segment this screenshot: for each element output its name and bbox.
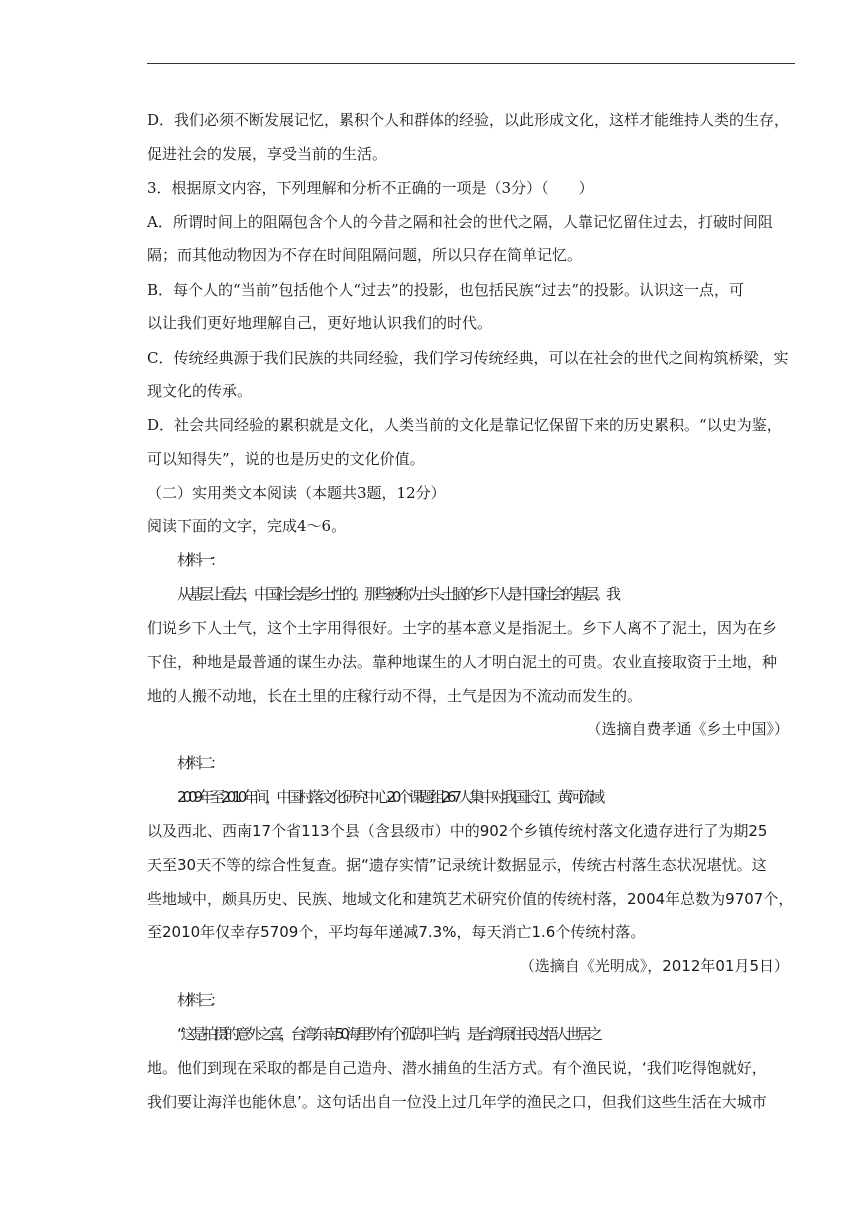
material3-line: “这是拍摄的意外之喜，台湾东南50海里外有个孤岛叫兰屿，是台湾原住民达悟人世居之 — [177, 1025, 599, 1043]
material2-line: 至2010年仅幸存5709个，平均每年递减7.3%，每天消亡1.6个传统村落。 — [147, 923, 646, 941]
q3-option-c-line1: C．传统经典源于我们民族的共同经验，我们学习传统经典，可以在社会的世代之间构筑桥梁，实 — [147, 349, 789, 367]
material1-source: （选摘自费孝通《乡土中国》） — [586, 720, 789, 738]
material2-line: 2009年至2010年间，中国村落文化研究中心20个课题组267人集中对我国长江、黄河流域 — [177, 788, 602, 806]
material2-label: 材料二： — [177, 754, 222, 772]
q2-option-d-line1: D．我们必须不断发展记忆，累积个人和群体的经验，以此形成文化，这样才能维持人类的生存， — [147, 111, 790, 129]
material2-line: 以及西北、西南17个省113个县（含县级市）中的902个乡镇传统村落文化遗存进行了为期25 — [147, 822, 768, 840]
material2-line: 天至30天不等的综合性复查。据“遗存实情”记录统计数据显示，传统古村落生态状况堪忧。这 — [147, 856, 767, 874]
q3-option-d-line2: 可以知得失”，说的也是历史的文化价值。 — [147, 450, 425, 468]
q3-option-a-line2: 隔；而其他动物因为不存在时间阻隔问题，所以只存在简单记忆。 — [147, 246, 583, 264]
material2-source: （选摘自《光明成》，2012年01月5日） — [519, 957, 789, 975]
material3-line: 地。他们到现在采取的都是自己造舟、潜水捕鱼的生活方式。有个渔民说，‘我们吃得饱就好， — [147, 1059, 767, 1077]
q2-option-d-line2: 促进社会的发展，享受当前的生活。 — [147, 145, 388, 163]
q3-stem: 3．根据原文内容，下列理解和分析不正确的一项是（3分）（ ） — [147, 179, 594, 197]
q3-option-d-line1: D．社会共同经验的累积就是文化，人类当前的文化是靠记忆保留下来的历史累积。“以史为鉴， — [147, 416, 782, 434]
q3-option-a-line1: A．所谓时间上的阻隔包含个人的今昔之隔和社会的世代之隔，人靠记忆留住过去，打破时间阻 — [147, 213, 773, 231]
section-heading: （二）实用类文本阅读（本题共3题，12分） — [147, 484, 446, 502]
material3-line: 我们要让海洋也能休息’。这句话出自一位没上过几年学的渔民之口，但我们这些生活在大城市 — [147, 1093, 767, 1111]
section-instruction: 阅读下面的文字，完成4～6。 — [147, 517, 347, 535]
material3-label: 材料三： — [177, 991, 222, 1009]
q3-option-b-line2: 以让我们更好地理解自己，更好地认识我们的时代。 — [147, 314, 493, 332]
q3-option-b-line1: B．每个人的“当前”包括他个人“过去”的投影，也包括民族“过去”的投影。认识这一点，可 — [147, 281, 745, 299]
material2-line: 些地域中，颇具历史、民族、地域文化和建筑艺术研究价值的传统村落，2004年总数为9707个， — [147, 890, 794, 908]
header-rule — [147, 63, 795, 64]
material1-line: 地的人搬不动地，长在土里的庄稼行动不得，土气是因为不流动而发生的。 — [147, 687, 643, 705]
material1-label: 材料一： — [177, 551, 222, 569]
q3-option-c-line2: 现文化的传承。 — [147, 382, 253, 400]
material1-line: 从基层上看去，中国社会是乡土性的。那些被称为土头土脑的乡下人是中国社会的基层。我 — [177, 585, 618, 603]
material1-line: 下住，种地是最普通的谋生办法。靠种地谋生的人才明白泥土的可贵。农业直接取资于土地，种 — [147, 653, 778, 671]
material1-line: 们说乡下人土气，这个土字用得很好。土字的基本意义是指泥土。乡下人离不了泥土，因为在乡 — [147, 619, 778, 637]
